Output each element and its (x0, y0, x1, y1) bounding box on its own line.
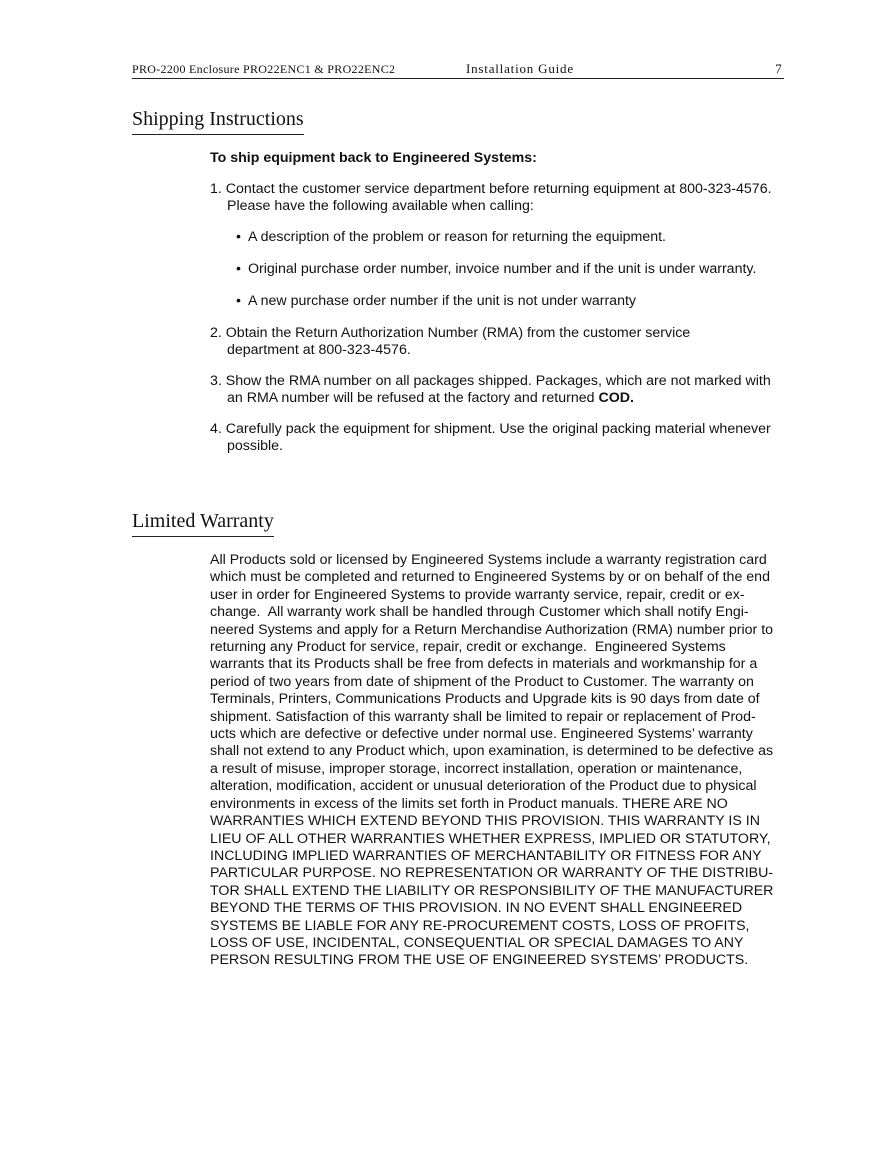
warranty-line: warrants that its Products shall be free from defects in materials and workmanship for a (210, 656, 758, 673)
shipping-bullet-2 (236, 261, 796, 278)
warranty-line: returning any Product for service, repair, credit or exchange. Engineered Systems (210, 639, 726, 656)
shipping-bullet-1 (236, 229, 796, 246)
header-product-title: PRO-2200 Enclosure PRO22ENC1 & PRO22ENC2 (132, 62, 396, 76)
step-2-line-2: department at 800-323-4576. (227, 342, 411, 359)
bullet-text: A new purchase order number if the unit is not under warranty (248, 293, 637, 309)
warranty-line: BEYOND THE TERMS OF THIS PROVISION. IN NO EVENT SHALL ENGINEERED (210, 900, 743, 917)
warranty-line: WARRANTIES WHICH EXTEND BEYOND THIS PROVISION. THIS WARRANTY IS IN (210, 813, 760, 830)
page-header (132, 60, 784, 79)
shipping-intro: To ship equipment back to Engineered Systems: (210, 150, 537, 166)
warranty-line: PERSON RESULTING FROM THE USE OF ENGINEERED SYSTEMS’ PRODUCTS. (210, 952, 749, 969)
step-3-line-1: 3. Show the RMA number on all packages shipped. Packages, which are not marked with (210, 373, 771, 389)
step-3-line-2 (210, 390, 794, 407)
shipping-step-2 (210, 325, 794, 360)
shipping-bullet-3 (236, 293, 796, 310)
step-3-line-2-text: an RMA number will be refused at the factory and returned (227, 390, 595, 407)
warranty-paragraph (210, 552, 792, 970)
warranty-line: LOSS OF USE, INCIDENTAL, CONSEQUENTIAL OR SPECIAL DAMAGES TO ANY (210, 934, 744, 951)
step-1-line-2: Please have the following available when calling: (227, 198, 534, 215)
warranty-section-title: Limited Warranty (132, 510, 274, 537)
bullet-text: Original purchase order number, invoice number and if the unit is under warranty. (248, 261, 757, 277)
warranty-line: a result of misuse, improper storage, incorrect installation, operation or maintenance, (210, 760, 743, 777)
header-guide-title: Installation Guide (466, 61, 574, 76)
warranty-line: period of two years from date of shipment of the Product to Customer. The warranty on (210, 673, 754, 690)
warranty-line: neered Systems and apply for a Return Merchandise Authorization (RMA) number prior to (210, 621, 774, 638)
warranty-line: which must be completed and returned to Engineered Systems by or on behalf of the end (210, 569, 770, 586)
step-4-line-2: possible. (227, 438, 283, 455)
bullet-text: A description of the problem or reason for returning the equipment. (248, 229, 666, 245)
bullet-icon: • (236, 293, 241, 309)
warranty-line: All Products sold or licensed by Engineered Systems include a warranty registration card (210, 552, 767, 568)
warranty-line: change. All warranty work shall be handled through Customer which shall notify Engi- (210, 604, 749, 621)
warranty-line: Terminals, Printers, Communications Products and Upgrade kits is 90 days from date of (210, 691, 760, 708)
shipping-step-4 (210, 421, 794, 456)
page-number: 7 (775, 61, 782, 76)
warranty-line: shall not extend to any Product which, upon examination, is determined to be defective as (210, 743, 774, 760)
warranty-line: user in order for Engineered Systems to provide warranty service, repair, credit or ex- (210, 586, 745, 603)
warranty-line: SYSTEMS BE LIABLE FOR ANY RE-PROCUREMENT COSTS, LOSS OF PROFITS, (210, 917, 750, 934)
warranty-line: shipment. Satisfaction of this warranty shall be limited to repair or replacement of Prod- (210, 708, 756, 725)
warranty-line: ucts which are defective or defective under normal use. Engineered Systems’ warranty (210, 726, 753, 743)
bullet-icon: • (236, 229, 241, 245)
warranty-line: alteration, modification, accident or unusual deterioration of the Product due to physical (210, 778, 757, 795)
shipping-section-title: Shipping Instructions (132, 108, 304, 135)
step-1-line-1: 1. Contact the customer service department before returning equipment at 800-323-4576. (210, 181, 772, 197)
step-2-line-1: 2. Obtain the Return Authorization Number (RMA) from the customer service (210, 325, 691, 341)
shipping-step-3 (210, 373, 794, 408)
warranty-line: LIEU OF ALL OTHER WARRANTIES WHETHER EXPRESS, IMPLIED OR STATUTORY, (210, 830, 771, 847)
warranty-line: INCLUDING IMPLIED WARRANTIES OF MERCHANTABILITY OR FITNESS FOR ANY (210, 847, 762, 864)
bullet-icon: • (236, 261, 241, 277)
step-4-line-1: 4. Carefully pack the equipment for shipment. Use the original packing material whenever (210, 421, 771, 437)
warranty-line: TOR SHALL EXTEND THE LIABILITY OR RESPONSIBILITY OF THE MANUFACTURER (210, 882, 774, 899)
shipping-step-1 (210, 181, 794, 216)
step-3-cod-emphasis: COD. (598, 390, 634, 407)
warranty-line: PARTICULAR PURPOSE. NO REPRESENTATION OR WARRANTY OF THE DISTRIBU- (210, 865, 774, 882)
warranty-line: environments in excess of the limits set forth in Product manuals. THERE ARE NO (210, 795, 728, 812)
